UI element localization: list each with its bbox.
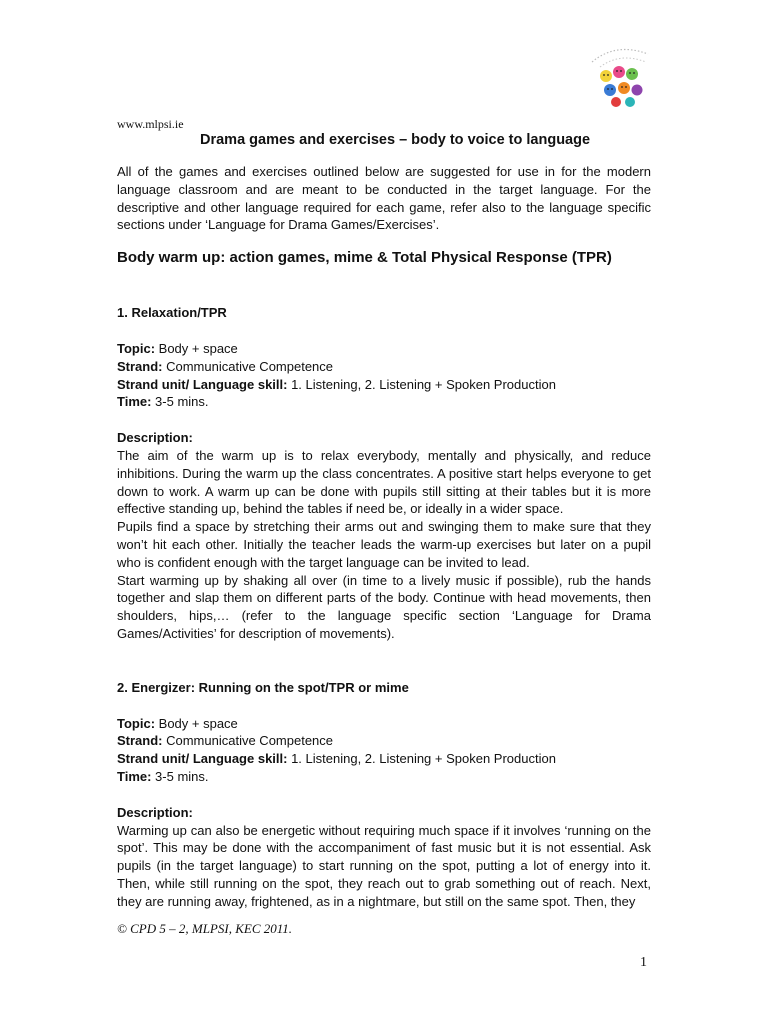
description-label: Description: [117,430,193,446]
topic-line [117,340,651,358]
intro-paragraph: All of the games and exercises outlined below are suggested for use in for the modern language classroom and are meant to be conducted in the target language. For the descriptive and other language required for each game, refer also to the language specific sections under ‘Language for Drama Games/Exercises’. [117,164,651,233]
unit-label: Strand unit/ Language skill: [117,751,288,767]
time-line [117,768,651,786]
strand-line [117,732,651,750]
document-title: Drama games and exercises – body to voice to language [200,132,591,148]
topic-line [117,715,651,733]
description-paragraph: Pupils find a space by stretching their arms out and swinging them to make sure that they won’t hit each other. Initially the teacher leads the warm-up exercises but later on a pupil who is confident enough with the target language can be invited to lead. [117,519,651,570]
unit-line [117,750,651,768]
time-label: Time: [117,394,152,410]
description-paragraph: Start warming up by shaking all over (in time to a lively music if possible), rub the hands together and slap them on different parts of the body. Continue with head movements, then shoulders, hips,… (refer to the language specific section ‘Language for Drama Games/Activities’ for description of movements). [117,572,651,641]
strand-line [117,358,651,376]
mlpsi-logo-icon [586,40,656,110]
time-label: Time: [117,768,152,784]
time-value: 3-5 mins. [151,768,209,784]
section-heading: Body warm up: action games, mime & Total Physical Response (TPR) [117,249,612,267]
game-heading: 1. Relaxation/TPR [117,305,227,321]
site-url: www.mlpsi.ie [117,117,184,131]
unit-value: 1. Listening, 2. Listening + Spoken Production [287,751,556,767]
game-meta [117,340,651,411]
description-paragraph: The aim of the warm up is to relax everybody, mentally and physically, and reduce inhibitions. During the warm up the class concentrates. A positive start helps everyone to get down to work. A warm up can be done with pupils still sitting at their tables but it is more effective standing up, behind the tables if need be, or ideally in a wider space. [117,447,651,517]
page-number: 1 [640,955,647,970]
strand-value: Communicative Competence [162,358,334,374]
unit-label: Strand unit/ Language skill: [117,376,288,392]
unit-line [117,376,651,394]
footer-copyright: © CPD 5 – 2, MLPSI, KEC 2011. [117,921,293,936]
description-paragraph: Warming up can also be energetic without requiring much space if it involves ‘running on the spot’. This may be done with the accompaniment of fast music but it is not essential. Ask pupils (in the target language) to start running on the spot, putting a lot of energy into it. Then, while still running on the spot, they reach out to grab something out of reach. Next, they are running away, frightened, as in a nightmare, but still on the same spot. Then, they [117,822,651,909]
document-body [117,163,651,911]
topic-label: Topic: [117,340,156,356]
topic-value: Body + space [155,715,238,731]
time-line [117,393,651,411]
strand-label: Strand: [117,358,163,374]
game-meta [117,715,651,786]
strand-value: Communicative Competence [162,733,334,749]
strand-label: Strand: [117,733,163,749]
unit-value: 1. Listening, 2. Listening + Spoken Production [287,376,556,392]
game-heading: 2. Energizer: Running on the spot/TPR or mime [117,679,409,695]
time-value: 3-5 mins. [151,394,209,410]
description-label: Description: [117,804,193,820]
topic-value: Body + space [155,340,238,356]
topic-label: Topic: [117,715,156,731]
